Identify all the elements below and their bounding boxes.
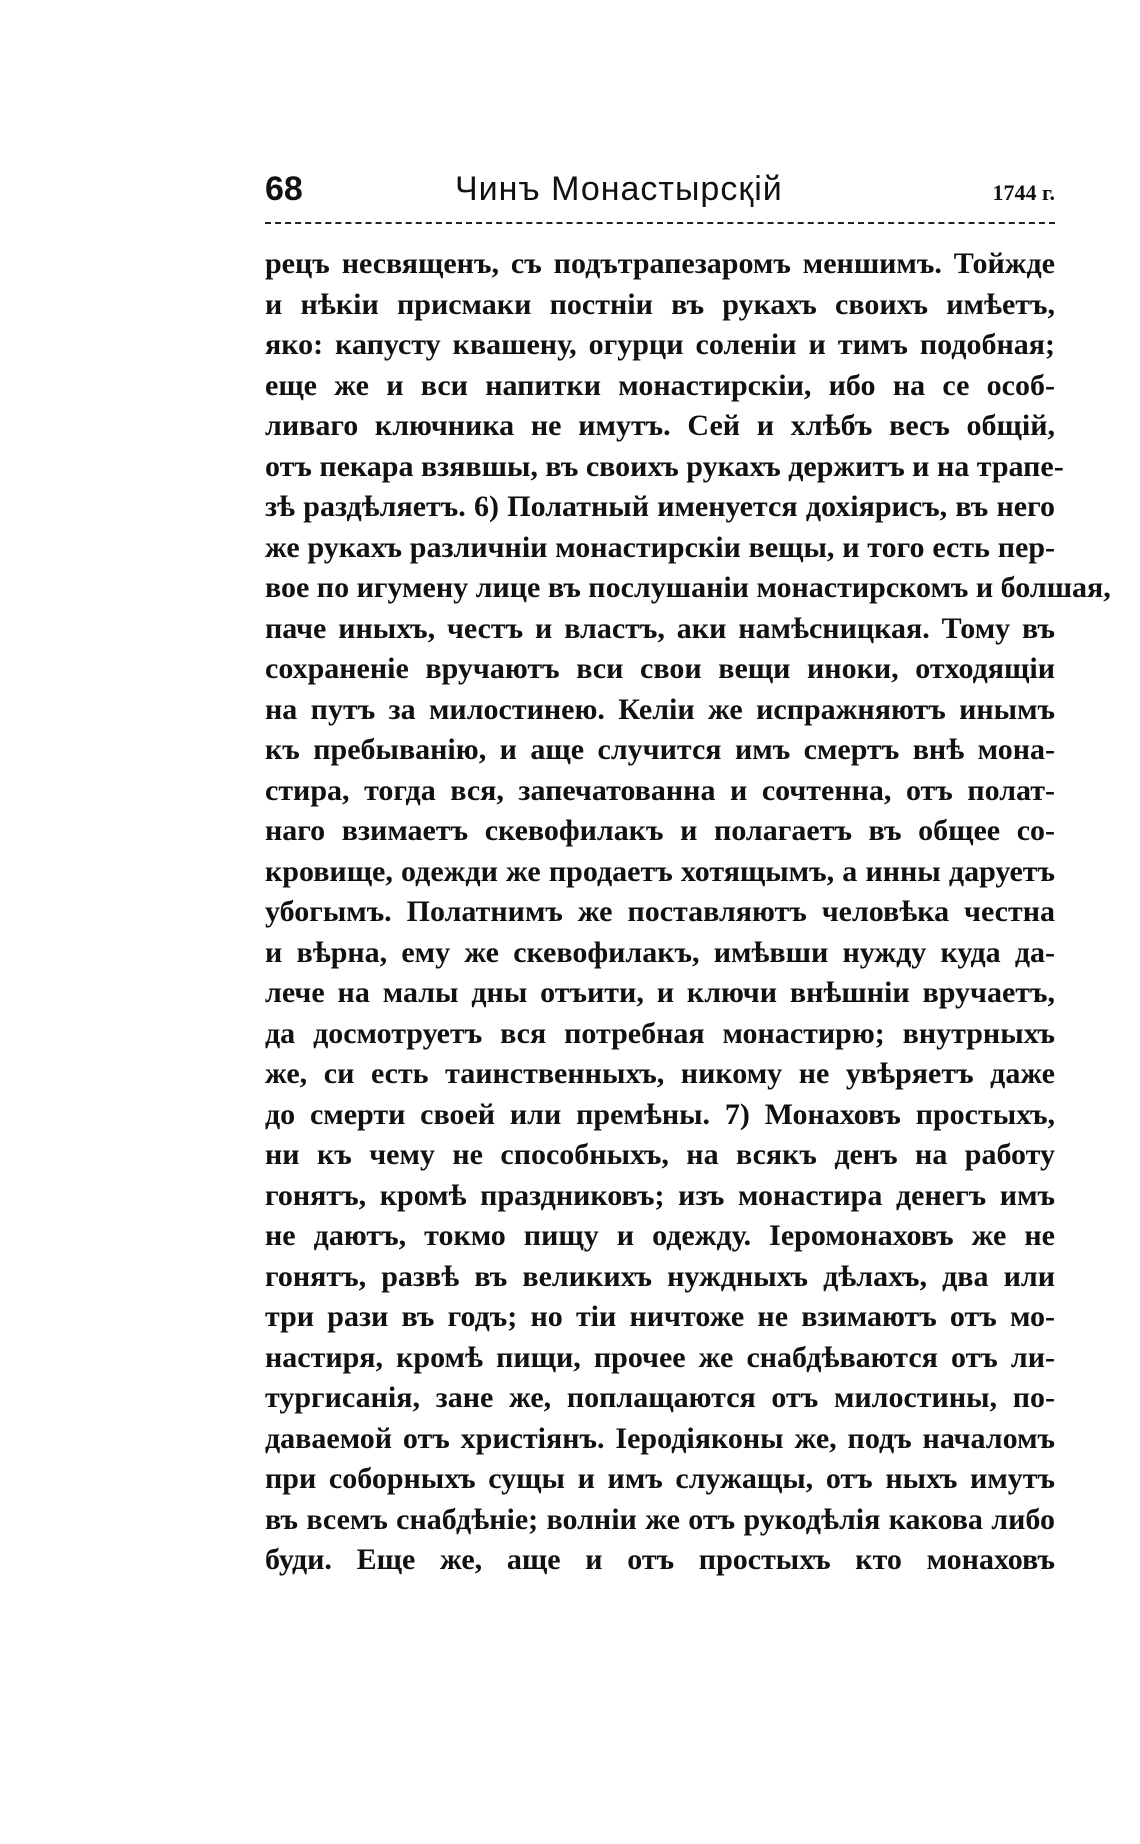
text-line: отъ пекара взявшы, въ своихъ рукахъ держитъ и на трапе- xyxy=(265,449,1064,483)
text-line: же рукахъ различніи монастирскіи вещы, и того есть пер- xyxy=(265,530,1055,564)
text-line: настиря, кромѣ пищи, прочее же снабдѣваются отъ ли- xyxy=(265,1340,1055,1374)
text-line: сохраненіе вручаютъ вси свои вещи иноки, отходящіи xyxy=(265,652,1055,685)
text-line: тургисанія, зане же, поплащаются отъ милостины, по- xyxy=(265,1381,1055,1414)
text-line: же, си есть таинственныхъ, никому не увѣряетъ даже xyxy=(265,1057,1055,1090)
header-rule xyxy=(265,222,1055,224)
text-line: въ всемъ снабдѣніе; волніи же отъ рукодѣлія какова либо xyxy=(265,1502,1055,1536)
page-header xyxy=(265,160,1055,220)
text-line: и вѣрна, ему же скевофилакъ, имѣвши нужду куда да- xyxy=(265,935,1055,969)
text-line: паче иныхъ, честъ и властъ, аки намѣсницкая. Тому въ xyxy=(265,611,1055,645)
text-line: яко: капусту квашену, огурци соленіи и тимъ подобная; xyxy=(265,328,1055,361)
text-line: гонятъ, развѣ въ великихъ нуждныхъ дѣлахъ, два или xyxy=(265,1259,1055,1293)
text-line: на путъ за милостинею. Келіи же испражняютъ инымъ xyxy=(265,692,1055,726)
text-line: вое по игумену лице въ послушаніи монастирскомъ и болшая, xyxy=(265,571,1111,604)
running-title: Чинъ Монастырсқій xyxy=(455,170,783,208)
page-number: 68 xyxy=(265,170,303,208)
text-line: убогымъ. Полатнимъ же поставляютъ человѣка честна xyxy=(265,895,1055,928)
text-line: стира, тогда вся, запечатованна и сочтенна, отъ полат- xyxy=(265,773,1055,807)
text-line: буди. Еще же, аще и отъ простыхъ кто монаховъ xyxy=(265,1543,1055,1576)
text-line: къ пребыванію, и аще случится имъ смертъ внѣ мона- xyxy=(265,733,1055,766)
text-line: не даютъ, токмо пищу и одежду. Іеромонаховъ же не xyxy=(265,1219,1055,1252)
text-line: наго взимаетъ скевофилакъ и полагаетъ въ общее со- xyxy=(265,814,1055,847)
text-line: да досмотруетъ вся потребная монастирю; внутрныхъ xyxy=(265,1016,1055,1050)
text-line: зѣ раздѣляетъ. 6) Полатный именуется дохіярисъ, въ него xyxy=(265,490,1055,523)
text-line: три рази въ годъ; но тіи ничтоже не взимаютъ отъ мо- xyxy=(265,1300,1055,1333)
body-text xyxy=(265,244,1111,1581)
text-line: рецъ несвященъ, съ подътрапезаромъ меншимъ. Тойжде xyxy=(265,247,1055,280)
text-line: ни къ чему не способныхъ, на всякъ денъ на работу xyxy=(265,1138,1055,1171)
text-line: даваемой отъ христіянъ. Іеродіяконы же, подъ началомъ xyxy=(265,1421,1055,1455)
text-line: до смерти своей или премѣны. 7) Монаховъ простыхъ, xyxy=(265,1097,1055,1131)
text-line: ливаго ключника не имутъ. Сей и хлѣбъ весъ общій, xyxy=(265,409,1055,442)
text-line: гонятъ, кромѣ праздниковъ; изъ монастира денегъ имъ xyxy=(265,1178,1055,1212)
text-line: при соборныхъ сущы и имъ служащы, отъ ныхъ имутъ xyxy=(265,1462,1055,1495)
text-line: еще же и вси напитки монастирскіи, ибо на се особ- xyxy=(265,368,1055,402)
year-label: 1744 г. xyxy=(992,180,1055,205)
text-line: кровище, одежди же продаетъ хотящымъ, а инны даруетъ xyxy=(265,854,1055,888)
text-line: и нѣкіи присмаки постніи въ рукахъ своихъ имѣетъ, xyxy=(265,287,1055,321)
text-line: лече на малы дны отъити, и ключи внѣшніи вручаетъ, xyxy=(265,976,1055,1009)
